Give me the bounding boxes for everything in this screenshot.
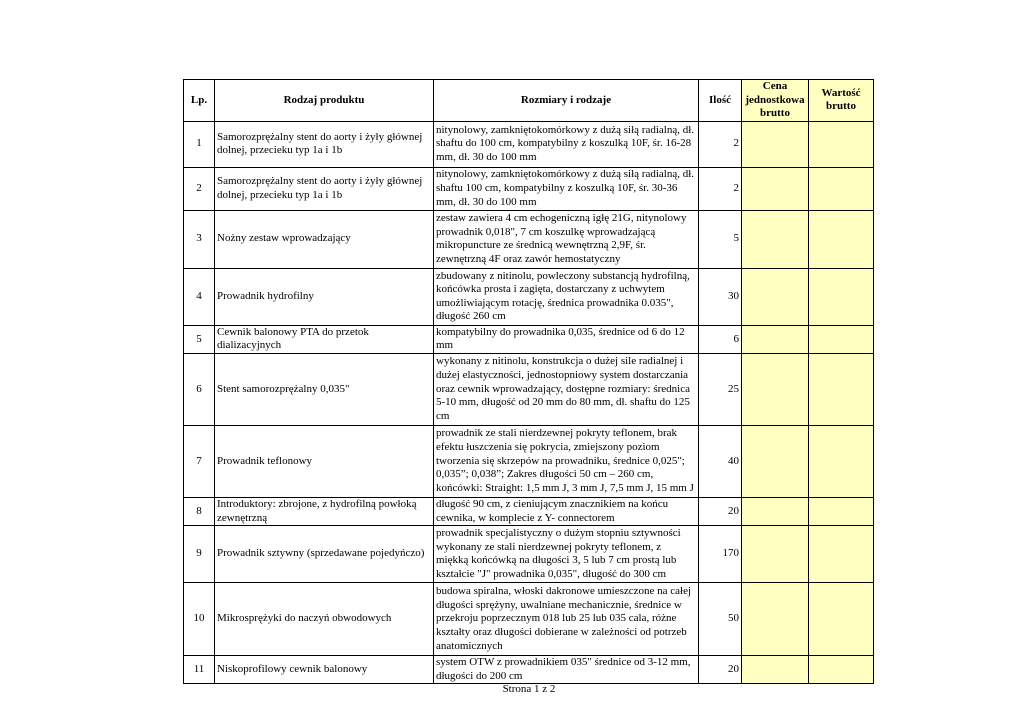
- row-unit-price-cell[interactable]: [742, 121, 809, 167]
- row-lp: 11: [184, 656, 215, 684]
- row-lp: 7: [184, 425, 215, 497]
- header-lp: Lp.: [184, 80, 215, 122]
- header-row: [184, 80, 874, 122]
- header-total: Wartość brutto: [809, 80, 874, 122]
- row-unit-price-cell[interactable]: [742, 210, 809, 268]
- row-product: Samorozprężalny stent do aorty i żyły głównej dolnej, przecieku typ 1a i 1b: [215, 167, 434, 210]
- row-sizes: kompatybilny do prowadnika 0,035, średnice od 6 do 12 mm: [434, 325, 699, 353]
- row-product: Samorozprężalny stent do aorty i żyły głównej dolnej, przecieku typ 1a i 1b: [215, 121, 434, 167]
- row-qty: 50: [699, 583, 742, 656]
- table-row: [184, 656, 874, 684]
- row-lp: 2: [184, 167, 215, 210]
- row-total-cell[interactable]: [809, 325, 874, 353]
- row-lp: 9: [184, 526, 215, 583]
- row-sizes: nitynolowy, zamkniętokomórkowy z dużą siłą radialną, dł. shaftu 100 cm, kompatybilny z koszulką 10F, śr. 30-36 mm, dł. 30 do 100 mm: [434, 167, 699, 210]
- row-lp: 1: [184, 121, 215, 167]
- row-product: Cewnik balonowy PTA do przetok dializacyjnych: [215, 325, 434, 353]
- row-unit-price-cell[interactable]: [742, 425, 809, 497]
- table-row: [184, 497, 874, 525]
- row-total-cell[interactable]: [809, 497, 874, 525]
- table-row: [184, 268, 874, 325]
- row-sizes: prowadnik specjalistyczny o dużym stopniu sztywności wykonany ze stali nierdzewnej pokryty teflonem, z miękką końcówką na długości 3, 5 lub 7 cm prostą lub kształcie "J" prowadnika 0,035", długość do 300 cm: [434, 526, 699, 583]
- header-unit-price: Cena jednostkowa brutto: [742, 80, 809, 122]
- table-row: [184, 325, 874, 353]
- row-qty: 170: [699, 526, 742, 583]
- row-qty: 2: [699, 167, 742, 210]
- row-qty: 25: [699, 353, 742, 425]
- table-row: [184, 425, 874, 497]
- row-sizes: wykonany z nitinolu, konstrukcja o dużej sile radialnej i dużej elastyczności, jednostopniowy system dostarczania oraz cewnik wprowadzający, dostępne rozmiary: średnica 5-10 mm, długość od 20 mm do 80 mm, dł. shaftu do 125 cm: [434, 353, 699, 425]
- row-product: Introduktory: zbrojone, z hydrofilną powłoką zewnętrzną: [215, 497, 434, 525]
- row-unit-price-cell[interactable]: [742, 268, 809, 325]
- row-lp: 10: [184, 583, 215, 656]
- row-unit-price-cell[interactable]: [742, 497, 809, 525]
- row-lp: 4: [184, 268, 215, 325]
- row-sizes: system OTW z prowadnikiem 035" średnice od 3-12 mm, długości do 200 cm: [434, 656, 699, 684]
- row-lp: 3: [184, 210, 215, 268]
- row-unit-price-cell[interactable]: [742, 353, 809, 425]
- row-total-cell[interactable]: [809, 583, 874, 656]
- row-total-cell[interactable]: [809, 425, 874, 497]
- row-qty: 40: [699, 425, 742, 497]
- row-lp: 6: [184, 353, 215, 425]
- table-row: [184, 210, 874, 268]
- row-sizes: zestaw zawiera 4 cm echogeniczną igłę 21G, nitynolowy prowadnik 0,018", 7 cm koszulkę wprowadzającą mikropuncture ze średnicą wewnętrzną 2,9F, śr. zewnętrzną 4F oraz zawór hemostatyczny: [434, 210, 699, 268]
- row-qty: 6: [699, 325, 742, 353]
- row-total-cell[interactable]: [809, 167, 874, 210]
- row-total-cell[interactable]: [809, 268, 874, 325]
- row-sizes: długość 90 cm, z cieniującym znacznikiem na końcu cewnika, w komplecie z Y- connectorem: [434, 497, 699, 525]
- row-sizes: budowa spiralna, włoski dakronowe umieszczone na całej długości sprężyny, uwalniane mechanicznie, średnice w przekroju poprzecznym 018 lub 25 lub 035 cala, różne kształty oraz długości dobierane w zależności od potrzeb anatomicznych: [434, 583, 699, 656]
- row-qty: 20: [699, 497, 742, 525]
- table-row: [184, 526, 874, 583]
- row-unit-price-cell[interactable]: [742, 583, 809, 656]
- header-sizes: Rozmiary i rodzaje: [434, 80, 699, 122]
- row-total-cell[interactable]: [809, 210, 874, 268]
- row-lp: 5: [184, 325, 215, 353]
- table-row: [184, 167, 874, 210]
- row-product: Prowadnik hydrofilny: [215, 268, 434, 325]
- row-total-cell[interactable]: [809, 121, 874, 167]
- page-number-footer: Strona 1 z 2: [502, 683, 556, 695]
- row-qty: 5: [699, 210, 742, 268]
- table-row: [184, 121, 874, 167]
- row-product: Prowadnik teflonowy: [215, 425, 434, 497]
- row-total-cell[interactable]: [809, 526, 874, 583]
- table-row: [184, 353, 874, 425]
- row-product: Stent samorozprężalny 0,035": [215, 353, 434, 425]
- row-unit-price-cell[interactable]: [742, 656, 809, 684]
- row-total-cell[interactable]: [809, 656, 874, 684]
- header-product: Rodzaj produktu: [215, 80, 434, 122]
- row-product: Prowadnik sztywny (sprzedawane pojedyńczo): [215, 526, 434, 583]
- header-qty: Ilość: [699, 80, 742, 122]
- row-qty: 2: [699, 121, 742, 167]
- row-sizes: prowadnik ze stali nierdzewnej pokryty teflonem, brak efektu łuszczenia się pokrycia, zmiejszony poziom tworzenia się skrzepów na prowadniku, średnice 0,025"; 0,035”; 0,038”; Zakres długości 50 cm – 260 cm, końcówki: Straight: 1,5 mm J, 3 mm J, 7,5 mm J, 15 mm J: [434, 425, 699, 497]
- row-product: Nożny zestaw wprowadzający: [215, 210, 434, 268]
- row-sizes: nitynolowy, zamkniętokomórkowy z dużą siłą radialną, dł. shaftu do 100 cm, kompatybilny z koszulką 10F, śr. 16-28 mm, dł. 30 do 100 mm: [434, 121, 699, 167]
- row-unit-price-cell[interactable]: [742, 526, 809, 583]
- row-product: Niskoprofilowy cewnik balonowy: [215, 656, 434, 684]
- row-product: Mikrosprężyki do naczyń obwodowych: [215, 583, 434, 656]
- product-table: [183, 79, 874, 684]
- row-lp: 8: [184, 497, 215, 525]
- row-unit-price-cell[interactable]: [742, 167, 809, 210]
- row-qty: 30: [699, 268, 742, 325]
- row-qty: 20: [699, 656, 742, 684]
- table-row: [184, 583, 874, 656]
- row-sizes: zbudowany z nitinolu, powleczony substancją hydrofilną, końcówka prosta i zagięta, dostarczany z uchwytem umożliwiającym rotację, średnica prowadnika 0.035", długość 260 cm: [434, 268, 699, 325]
- row-unit-price-cell[interactable]: [742, 325, 809, 353]
- row-total-cell[interactable]: [809, 353, 874, 425]
